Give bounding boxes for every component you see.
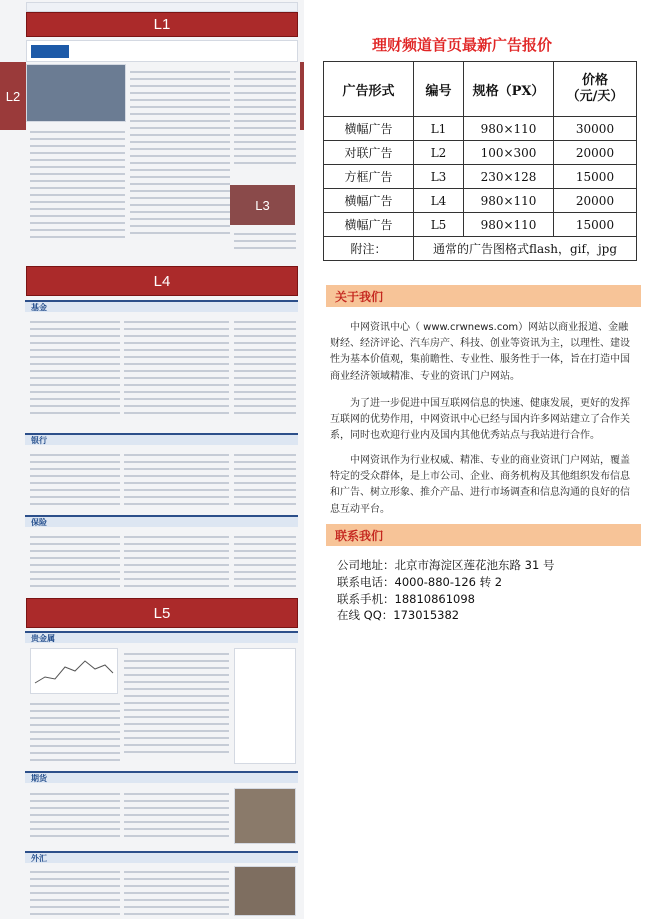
insurance-list-3 [234,531,296,593]
bank-list-2 [124,449,229,509]
about-heading: 关于我们 [326,285,641,307]
cell-id: L4 [414,189,464,213]
note-label: 附注： [324,237,414,261]
table-row [324,117,637,141]
col-header-id: 编号 [414,62,464,117]
table-row [324,213,637,237]
contact-qq: 在线 QQ：173015382 [337,608,460,622]
page-mockup [0,0,304,919]
ad-label-l2-left: L2 [5,88,21,104]
about-paragraph-2: 为了进一步促进中国互联网信息的快速、健康发展，更好的发挥互联网的优势作用，中网资讯中心已经与国内许多网站建立了合作关系，同时也欢迎行业内及国内其他优秀站点与我站进行合作。 [330,398,630,442]
ad-slot-l5 [26,598,298,628]
cell-size: 980×110 [464,213,554,237]
fund-list-3 [234,316,296,426]
metals-sparkline [31,649,117,693]
ad-slot-l2-left [0,62,26,130]
ad-label-l1: L1 [153,16,171,33]
section-header-bank [25,433,298,445]
right-list [234,66,296,181]
metals-chart-thumb [30,648,118,694]
cell-price: 30000 [554,117,637,141]
insurance-list-2 [124,531,229,593]
contact-mobile: 联系手机：18810861098 [337,592,475,606]
note-text: 通常的广告图格式flash，gif，jpg [414,237,637,261]
about-paragraph-3: 中网资讯作为行业权威、精准、专业的商业资讯门户网站，覆盖特定的受众群体，是上市公司、企业、商务机构及其他组织发布信息和广告、树立形象、推介产品、进行市场调查和信息沟通的良好的信息互动平台。 [330,455,630,515]
col-header-type: 广告形式 [324,62,414,117]
contact-phone: 联系电话：4000-880-126 转 2 [337,575,503,589]
section-title-metals: 贵金属 [31,633,55,643]
cell-type: 方框广告 [324,165,414,189]
cell-size: 980×110 [464,117,554,141]
metals-side-box [234,648,296,764]
contact-heading: 联系我们 [326,524,641,546]
cell-size: 230×128 [464,165,554,189]
futures-list-2 [124,788,229,844]
forex-list-1 [30,866,120,918]
cell-id: L5 [414,213,464,237]
about-paragraph-1: 中网资讯中心（ www.crwnews.com）网站以商业报道、金融财经、经济评论、汽车房产、科技、创业等资讯为主，以理性、建设性为基本价值观，集前瞻性、专业性、服务性于一体，旨在打造中国商业经济领域精准、专业的资讯门户网站。 [330,322,630,382]
cell-size: 980×110 [464,189,554,213]
fund-list-1 [30,316,120,426]
cell-price: 15000 [554,165,637,189]
ad-label-l3: L3 [255,197,270,213]
cell-id: L2 [414,141,464,165]
site-logo [31,45,69,58]
fund-list-2 [124,316,229,426]
section-title-bank: 银行 [31,435,47,445]
forex-photo [234,866,296,916]
cell-price: 20000 [554,189,637,213]
metals-list-1 [30,698,120,764]
cell-price: 20000 [554,141,637,165]
ad-slot-l1 [26,12,298,37]
futures-photo [234,788,296,844]
page-title: 理财频道首页最新广告报价 [372,36,553,54]
hero-image [26,64,126,122]
section-header-metals [25,631,298,643]
metals-list-2 [124,648,229,764]
futures-list-1 [30,788,120,844]
section-header-futures [25,771,298,783]
ad-slot-l3 [230,185,295,225]
section-header-insurance [25,515,298,527]
col-header-size: 规格（PX） [464,62,554,117]
cell-price: 15000 [554,213,637,237]
cell-type: 横幅广告 [324,189,414,213]
table-row [324,165,637,189]
forex-list-2 [124,866,229,918]
ad-label-l5: L5 [153,604,171,622]
ad-label-l4: L4 [153,272,171,290]
right-list-2 [234,228,296,258]
cell-id: L3 [414,165,464,189]
section-header-fund [25,300,298,312]
section-title-futures: 期货 [31,773,47,783]
table-row [324,189,637,213]
headline-list [130,66,230,256]
cell-id: L1 [414,117,464,141]
section-title-insurance: 保险 [31,517,47,527]
contact-address: 公司地址：北京市海淀区莲花池东路 31 号 [337,558,555,572]
table-header-row [324,62,637,117]
cell-type: 横幅广告 [324,117,414,141]
cell-type: 横幅广告 [324,213,414,237]
insurance-list-1 [30,531,120,593]
table-note-row [324,237,637,261]
section-header-forex [25,851,298,863]
bank-list-1 [30,449,120,509]
bank-list-3 [234,449,296,509]
ad-slot-l4 [26,266,298,296]
cell-type: 对联广告 [324,141,414,165]
ad-slot-l2-right-edge [300,62,304,130]
logo-nav-area [26,40,298,62]
cell-size: 100×300 [464,141,554,165]
section-title-forex: 外汇 [31,853,47,863]
table-row [324,141,637,165]
side-list [30,126,125,256]
ad-price-table [323,61,637,261]
col-header-price: 价格 （元/天） [554,62,637,117]
section-title-fund: 基金 [31,302,47,312]
top-nav-bar [26,2,298,12]
